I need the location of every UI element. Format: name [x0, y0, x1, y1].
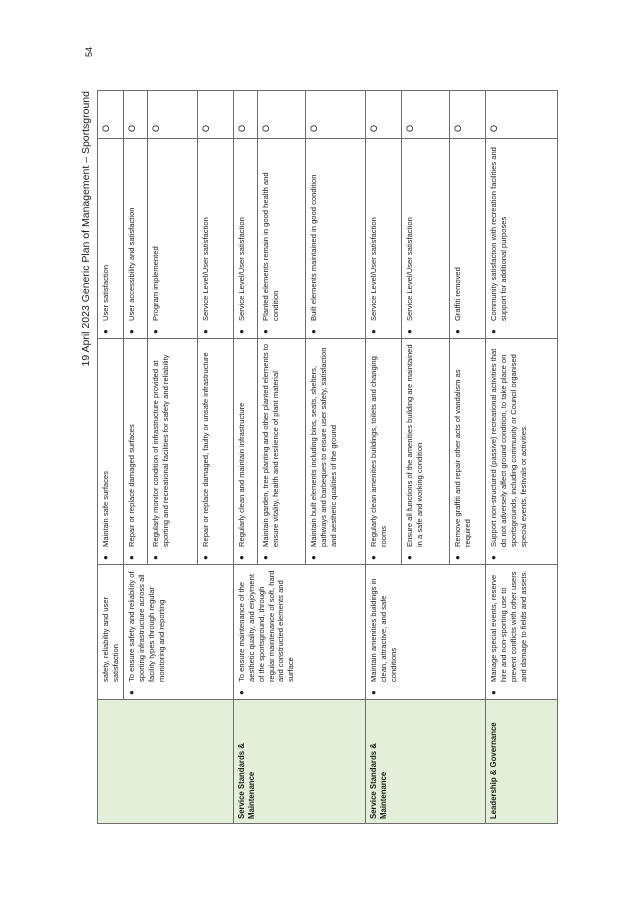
action-text: Maintain garden, tree planting and other planted elements to ensure vitality, health and resilience of plant material [261, 343, 281, 547]
management-area-cell [234, 700, 366, 824]
action-cell [98, 339, 124, 565]
bullet-icon: ● [489, 329, 499, 334]
status-circle-icon: O [237, 124, 248, 132]
bullet-icon: ● [405, 555, 415, 560]
indicator-text: Service Level/User satisfaction [369, 217, 379, 321]
indicator-text: User accessibility and satisfaction [127, 207, 137, 321]
indicator-cell [450, 139, 486, 339]
action-text: Support non-structured (passive) recreational activities that do not adversely affect ground condition, to take place on sportsgrounds, including community or Council organised special events, festivals or activities. [489, 348, 528, 547]
action-cell [198, 339, 234, 565]
status-cell [306, 91, 366, 139]
management-area-label: Leadership & Governance [489, 722, 499, 819]
management-area-cell [98, 700, 234, 824]
status-circle-icon: O [369, 124, 380, 132]
indicator-text: Graffiti removed [453, 267, 463, 321]
objective-text: To ensure maintenance of the aesthetic quality, and enjoyment of the sportsground, through regular maintenance of soft, hard and constructed elements and surface [237, 570, 296, 682]
status-circle-icon: O [453, 124, 464, 132]
status-cell [486, 91, 558, 139]
status-circle-icon: O [405, 124, 416, 132]
objective-cell [124, 565, 234, 700]
bullet-icon: ● [453, 555, 463, 560]
management-area-label: Service Standards & Maintenance [237, 743, 257, 819]
status-cell [124, 91, 148, 139]
table-row [234, 91, 258, 824]
plan-of-management-table [97, 90, 558, 824]
management-area-cell [486, 700, 558, 824]
action-cell [366, 339, 402, 565]
bullet-icon: ● [127, 690, 137, 695]
status-circle-icon: O [309, 124, 320, 132]
status-cell [258, 91, 306, 139]
status-circle-icon: O [151, 124, 162, 132]
status-circle-icon: O [261, 124, 272, 132]
indicator-cell [402, 139, 450, 339]
bullet-icon: ● [489, 555, 499, 560]
status-cell [148, 91, 198, 139]
indicator-text: Community satisfaction with recreation facilities and support for additional purposes [489, 147, 509, 321]
indicator-cell [486, 139, 558, 339]
status-cell [98, 91, 124, 139]
status-cell [402, 91, 450, 139]
bullet-icon: ● [101, 329, 110, 334]
bullet-icon: ● [101, 555, 110, 560]
management-area-label: Service Standards & Maintenance [369, 743, 389, 819]
action-cell [234, 339, 258, 565]
indicator-text: Service Level/User satisfaction [201, 217, 211, 321]
status-circle-icon: O [201, 124, 212, 132]
status-cell [234, 91, 258, 139]
bullet-icon: ● [309, 329, 319, 334]
objective-text: To ensure safety and reliability of sporting infrastructure across all facility types through regular monitoring and reporting [127, 571, 166, 682]
action-cell [148, 339, 198, 565]
bullet-icon: ● [369, 690, 379, 695]
status-circle-icon: O [127, 124, 138, 132]
bullet-icon: ● [369, 555, 379, 560]
indicator-cell [366, 139, 402, 339]
bullet-icon: ● [151, 555, 161, 560]
bullet-icon: ● [237, 555, 247, 560]
indicator-text: Built elements maintained in good condition [309, 174, 319, 321]
bullet-icon: ● [369, 329, 379, 334]
bullet-icon: ● [237, 329, 247, 334]
action-cell [258, 339, 306, 565]
indicator-text: Program implemented [151, 246, 161, 321]
bullet-icon: ● [237, 690, 247, 695]
objective-text: Manage special events, reserve hire and non-sporting use to prevent conflicts with other users and damage to fields and assets. [489, 570, 528, 682]
indicator-text: Service Level/User satisfaction [237, 217, 247, 321]
objective-text: Maintain amenities buildings in clean, attractive, and safe conditions [369, 578, 398, 682]
bullet-icon: ● [127, 329, 137, 334]
indicator-cell [258, 139, 306, 339]
action-text: Regularly clean and maintain infrastructure [237, 402, 247, 547]
objective-cell [486, 565, 558, 700]
bullet-icon: ● [405, 329, 415, 334]
bullet-icon: ● [261, 555, 271, 560]
indicator-text: User satisfaction [101, 264, 110, 321]
objective-text: safety, reliability and user satisfaction [101, 596, 120, 682]
objective-cell [366, 565, 486, 700]
action-cell [402, 339, 450, 565]
bullet-icon: ● [151, 329, 161, 334]
bullet-icon: ● [489, 690, 499, 695]
bullet-icon: ● [201, 555, 211, 560]
action-cell [306, 339, 366, 565]
indicator-cell [234, 139, 258, 339]
indicator-cell [198, 139, 234, 339]
action-cell [486, 339, 558, 565]
action-text: Repair or replace damaged surfaces [127, 424, 137, 547]
bullet-icon: ● [201, 329, 211, 334]
indicator-text: Planted elements remain in good health and condition [261, 172, 281, 321]
status-circle-icon: O [101, 124, 111, 132]
action-text: Maintain built elements including bins, seats, shelters, pathways and barbeques to ensure user safety, satisfaction and aesthetic qualities of the ground [309, 347, 338, 547]
status-cell [198, 91, 234, 139]
action-text: Repair or replace damaged, faulty or unsafe infrastructure [201, 352, 211, 547]
bullet-icon: ● [127, 555, 137, 560]
status-circle-icon: O [489, 124, 500, 132]
action-text: Ensure all functions of the amenities building are maintained in a safe and working condition [405, 344, 425, 547]
management-area-cell [366, 700, 486, 824]
indicator-cell [148, 139, 198, 339]
action-text: Regularly monitor condition of infrastructure provided at sporting and recreational facilities for safety and reliability [151, 354, 171, 547]
action-text: Remove graffiti and repair other acts of vandalism as required [453, 369, 473, 547]
objective-cell [98, 565, 124, 700]
indicator-cell [124, 139, 148, 339]
indicator-text: Service Level/User satisfaction [405, 217, 415, 321]
table-row [98, 91, 124, 824]
table-row [366, 91, 402, 824]
action-cell [450, 339, 486, 565]
status-cell [366, 91, 402, 139]
action-text: Maintain safe surfaces [101, 471, 110, 547]
page-number: 54 [84, 47, 94, 58]
indicator-cell [98, 139, 124, 339]
bullet-icon: ● [261, 329, 271, 334]
objective-cell [234, 565, 366, 700]
action-cell [124, 339, 148, 565]
bullet-icon: ● [309, 555, 319, 560]
footer-title: 19 April 2023 Generic Plan of Management – Sportsground [80, 91, 92, 367]
indicator-cell [306, 139, 366, 339]
status-cell [450, 91, 486, 139]
table-row [486, 91, 558, 824]
action-text: Regularly clean amenities buildings, toilets and changing rooms [369, 356, 389, 547]
bullet-icon: ● [453, 329, 463, 334]
